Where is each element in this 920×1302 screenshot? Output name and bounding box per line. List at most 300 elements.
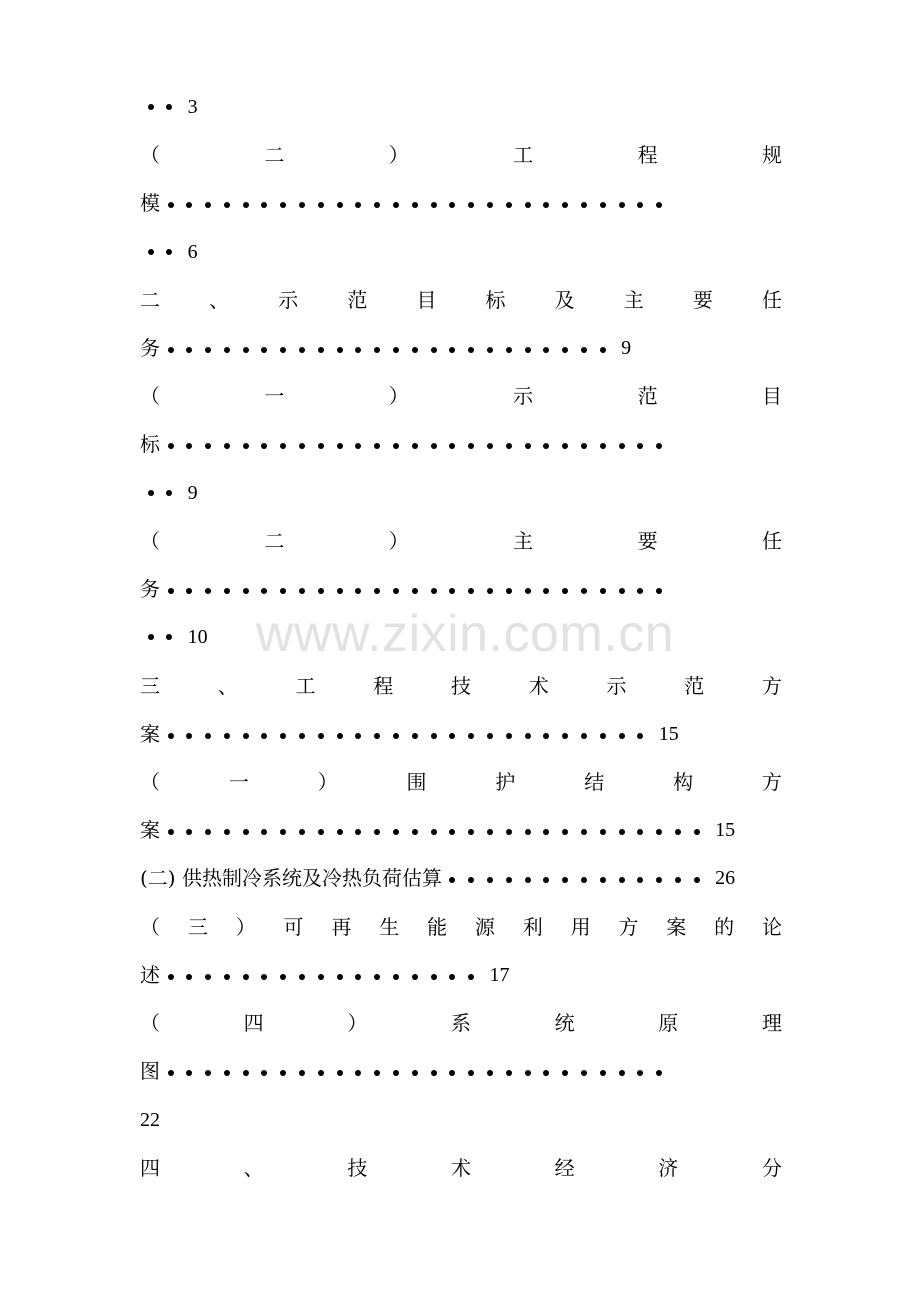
leader-dot (243, 347, 249, 353)
leader-dot (299, 974, 305, 980)
leader-dot (243, 1070, 249, 1076)
toc-entry-head: 标 (140, 432, 160, 456)
leader-dot (412, 347, 418, 353)
leader-dot (468, 877, 474, 883)
leader-dot (280, 829, 286, 835)
leader-dot (637, 733, 643, 739)
toc-char: 围 (406, 770, 427, 794)
leader-dot (355, 347, 361, 353)
leader-dot (261, 202, 267, 208)
toc-entry-head: 述 (140, 963, 160, 987)
toc-char: 要 (692, 288, 713, 312)
leader-dot (637, 1070, 643, 1076)
leader-dot (168, 588, 174, 594)
leader-dot (355, 588, 361, 594)
toc-entry-head: (二) 供热制冷系统及冷热负荷估算 (140, 866, 442, 890)
leader-dot (506, 202, 512, 208)
leader-dot (431, 1070, 437, 1076)
leader-dot (487, 443, 493, 449)
leader-dot (355, 829, 361, 835)
toc-char: 三 (187, 915, 208, 939)
leader-dot (431, 347, 437, 353)
dot-leader (160, 332, 611, 364)
leader-dot (581, 347, 587, 353)
leader-dot (299, 1070, 305, 1076)
toc-char: 理 (761, 1011, 782, 1035)
leader-dot (261, 588, 267, 594)
toc-entry-justified (140, 380, 782, 412)
leader-dot (468, 1070, 474, 1076)
toc-line (140, 718, 782, 750)
toc-char: 目 (761, 384, 782, 408)
leader-dot (374, 347, 380, 353)
leader-dot (656, 443, 662, 449)
leader-dot (543, 443, 549, 449)
toc-char: 的 (714, 915, 735, 939)
toc-char: 规 (761, 143, 782, 167)
leader-dot (431, 829, 437, 835)
toc-char: 、 (209, 288, 230, 312)
leader-dot (355, 202, 361, 208)
leader-dot (374, 588, 380, 594)
leader-dot (205, 974, 211, 980)
toc-entry-justified (140, 670, 782, 702)
page-number: 9 (621, 337, 632, 359)
leader-dot (562, 202, 568, 208)
toc-char: 系 (450, 1011, 471, 1035)
leader-dot (393, 347, 399, 353)
leader-dot (637, 588, 643, 594)
leader-dot (337, 733, 343, 739)
page-number: 26 (715, 867, 736, 889)
toc-line (140, 959, 782, 991)
leader-dot (166, 104, 172, 110)
leader-dot (468, 974, 474, 980)
leader-dot (280, 443, 286, 449)
leader-dot (186, 1070, 192, 1076)
leader-dot (148, 634, 154, 640)
leader-dot (656, 829, 662, 835)
toc-char: 构 (673, 770, 694, 794)
toc-char: 要 (637, 529, 658, 553)
toc-char: 及 (554, 288, 575, 312)
leader-dot (449, 733, 455, 739)
leader-dot (468, 347, 474, 353)
leader-dot (393, 443, 399, 449)
leader-dot (468, 733, 474, 739)
dot-leader (160, 959, 480, 991)
leader-dot (543, 202, 549, 208)
leader-dot (355, 733, 361, 739)
toc-line (140, 1104, 782, 1136)
leader-dot (525, 443, 531, 449)
leader-dot (299, 443, 305, 449)
leader-dot (431, 202, 437, 208)
leader-dot (168, 733, 174, 739)
toc-char: 目 (416, 288, 437, 312)
leader-dot (166, 490, 172, 496)
toc-char: 四 (140, 1156, 160, 1180)
leader-dot (637, 877, 643, 883)
leader-dot (619, 588, 625, 594)
toc-char: 示 (278, 288, 299, 312)
page-number: 15 (715, 819, 736, 841)
leader-dot (637, 443, 643, 449)
leader-dot (224, 443, 230, 449)
toc-char: 示 (513, 384, 534, 408)
leader-dot (412, 733, 418, 739)
leader-dot (374, 974, 380, 980)
toc-char: （ (140, 770, 160, 794)
leader-dot (412, 1070, 418, 1076)
leader-dot (224, 733, 230, 739)
toc-char: 生 (379, 915, 400, 939)
toc-char: ） (235, 915, 256, 939)
leader-dot (168, 202, 174, 208)
leader-dot (186, 588, 192, 594)
leader-dot (168, 347, 174, 353)
leader-dot (280, 347, 286, 353)
leader-dot (562, 443, 568, 449)
leader-dot (318, 1070, 324, 1076)
leader-dot (449, 347, 455, 353)
leader-dot (186, 829, 192, 835)
leader-dot (543, 877, 549, 883)
toc-char: 结 (584, 770, 605, 794)
leader-dot (261, 443, 267, 449)
page-number: 9 (187, 482, 198, 504)
toc-char: 原 (658, 1011, 679, 1035)
toc-line (140, 573, 782, 605)
leader-dot (337, 443, 343, 449)
toc-char: 分 (761, 1156, 782, 1180)
leader-dot (393, 202, 399, 208)
toc-char: （ (140, 384, 160, 408)
dot-leader (160, 428, 668, 460)
toc-char: 二 (140, 288, 160, 312)
leader-dot (224, 829, 230, 835)
toc-entry-head: 务 (140, 577, 160, 601)
leader-dot (600, 588, 606, 594)
leader-dot (280, 974, 286, 980)
toc-char: ） (388, 529, 409, 553)
leader-dot (280, 202, 286, 208)
leader-dot (506, 1070, 512, 1076)
leader-dot (299, 588, 305, 594)
page-number: 6 (187, 241, 198, 263)
leader-dot (525, 733, 531, 739)
toc-char: 二 (264, 529, 285, 553)
leader-dot (205, 1070, 211, 1076)
leader-dot (205, 347, 211, 353)
leader-dot (656, 877, 662, 883)
leader-dot (280, 588, 286, 594)
leader-dot (186, 347, 192, 353)
leader-dot (562, 829, 568, 835)
dot-leader (160, 187, 668, 219)
toc-char: 案 (666, 915, 687, 939)
toc-char: 三 (140, 674, 160, 698)
leader-dot (581, 733, 587, 739)
toc-char: ） (317, 770, 338, 794)
leader-dot (449, 974, 455, 980)
leader-dot (318, 202, 324, 208)
leader-dot (600, 443, 606, 449)
leader-dot (299, 829, 305, 835)
leader-dot (562, 877, 568, 883)
leader-dot (224, 974, 230, 980)
leader-dot (337, 202, 343, 208)
toc-char: 、 (217, 674, 238, 698)
toc-entry-justified (140, 911, 782, 943)
leader-dot (261, 974, 267, 980)
leader-dot (543, 829, 549, 835)
toc-char: 一 (264, 384, 285, 408)
toc-char: 经 (554, 1156, 575, 1180)
toc-char: 四 (243, 1011, 264, 1035)
leader-dot (694, 877, 700, 883)
toc-char: 济 (658, 1156, 679, 1180)
leader-dot (431, 443, 437, 449)
leader-dot (449, 443, 455, 449)
leader-dot (562, 588, 568, 594)
leader-dot (543, 1070, 549, 1076)
leader-dot (506, 877, 512, 883)
toc-char: 用 (570, 915, 591, 939)
leader-dot (487, 347, 493, 353)
leader-dot (506, 588, 512, 594)
toc-entry-head: 务 (140, 336, 160, 360)
toc-char: 术 (450, 1156, 471, 1180)
leader-dot (656, 202, 662, 208)
leader-dot (468, 829, 474, 835)
leader-dot (393, 733, 399, 739)
page-number: 3 (187, 96, 198, 118)
toc-char: ） (388, 143, 409, 167)
leader-dot (412, 829, 418, 835)
leader-dot (562, 733, 568, 739)
leader-dot (393, 974, 399, 980)
toc-line (140, 1055, 782, 1087)
leader-dot (600, 829, 606, 835)
leader-dot (675, 877, 681, 883)
toc-entry-justified (140, 766, 782, 798)
leader-dot (186, 443, 192, 449)
leader-dot (449, 829, 455, 835)
leader-dot (412, 588, 418, 594)
leader-dot (186, 733, 192, 739)
toc-char: 方 (761, 770, 782, 794)
toc-entry-justified (140, 1152, 782, 1184)
leader-dot (166, 634, 172, 640)
toc-char: 范 (637, 384, 658, 408)
leader-dot (318, 974, 324, 980)
leader-dot (243, 829, 249, 835)
leader-dot (562, 1070, 568, 1076)
toc-char: （ (140, 143, 160, 167)
toc-char: 程 (637, 143, 658, 167)
leader-dot (581, 202, 587, 208)
toc-char: 利 (522, 915, 543, 939)
leader-dot (525, 588, 531, 594)
toc-char: 标 (485, 288, 506, 312)
leader-dot (168, 974, 174, 980)
leader-dot (205, 202, 211, 208)
leader-dot (337, 974, 343, 980)
leader-dot (168, 443, 174, 449)
leader-dot (224, 1070, 230, 1076)
toc-char: 技 (347, 1156, 368, 1180)
toc-entry-justified (140, 139, 782, 171)
leader-dot (506, 347, 512, 353)
toc-char: 示 (606, 674, 627, 698)
dot-leader (160, 814, 705, 846)
leader-dot (619, 733, 625, 739)
leader-dot (374, 443, 380, 449)
toc-char: （ (140, 915, 160, 939)
leader-dot (261, 733, 267, 739)
leader-dot (374, 1070, 380, 1076)
leader-dot (543, 733, 549, 739)
toc-char: 二 (264, 143, 285, 167)
leader-dot (393, 1070, 399, 1076)
leader-dot (299, 733, 305, 739)
leader-dot (205, 588, 211, 594)
leader-dot (337, 588, 343, 594)
leader-dot (318, 347, 324, 353)
leader-dot (619, 1070, 625, 1076)
leader-dot (562, 347, 568, 353)
toc-char: 主 (513, 529, 534, 553)
leader-dot (600, 202, 606, 208)
leader-dot (468, 588, 474, 594)
leader-dot (449, 1070, 455, 1076)
leader-dot (224, 202, 230, 208)
leader-dot (431, 588, 437, 594)
leader-dot (148, 490, 154, 496)
toc-char: 技 (451, 674, 471, 698)
toc-line (140, 862, 782, 894)
leader-dot (487, 877, 493, 883)
toc-char: 源 (474, 915, 495, 939)
toc-char: 论 (761, 915, 782, 939)
toc-char: 一 (228, 770, 249, 794)
leader-dot (412, 443, 418, 449)
leader-dot (318, 588, 324, 594)
toc-char: 统 (554, 1011, 575, 1035)
leader-dot (299, 202, 305, 208)
leader-dot (355, 443, 361, 449)
leader-dot (148, 104, 154, 110)
dot-leader (160, 573, 668, 605)
toc-char: 方 (618, 915, 639, 939)
leader-dot (525, 1070, 531, 1076)
leader-dot (487, 202, 493, 208)
toc-entry-head: 案 (140, 818, 160, 842)
page-number: 22 (140, 1109, 160, 1131)
leader-dot (506, 443, 512, 449)
leader-dot (487, 733, 493, 739)
leader-dot (374, 733, 380, 739)
leader-dot (261, 1070, 267, 1076)
leader-dot (449, 588, 455, 594)
leader-dot (412, 202, 418, 208)
toc-entry-justified (140, 1007, 782, 1039)
leader-dot (525, 202, 531, 208)
dot-leader (442, 862, 705, 894)
leader-dot (205, 829, 211, 835)
leader-dot (337, 829, 343, 835)
leader-dot (186, 202, 192, 208)
toc-char: 工 (295, 674, 316, 698)
toc-char: 可 (283, 915, 304, 939)
leader-dot (619, 202, 625, 208)
toc-line (140, 91, 782, 123)
leader-dot (487, 588, 493, 594)
leader-dot (637, 829, 643, 835)
leader-dot (186, 974, 192, 980)
leader-dot (487, 829, 493, 835)
leader-dot (600, 877, 606, 883)
leader-dot (205, 443, 211, 449)
leader-dot (393, 588, 399, 594)
leader-dot (619, 829, 625, 835)
leader-dot (619, 877, 625, 883)
leader-dot (525, 829, 531, 835)
page-number: 17 (489, 964, 510, 986)
leader-dot (337, 347, 343, 353)
leader-dot (374, 202, 380, 208)
leader-dot (449, 202, 455, 208)
toc-char: 再 (331, 915, 352, 939)
leader-dot (243, 202, 249, 208)
toc-char: （ (140, 1011, 160, 1035)
leader-dot (243, 443, 249, 449)
leader-dot (431, 974, 437, 980)
toc-line (140, 187, 782, 219)
toc-entry-justified (140, 284, 782, 316)
page-number: 15 (658, 723, 679, 745)
leader-dot (318, 733, 324, 739)
toc-char: 任 (761, 288, 782, 312)
toc-line (140, 332, 782, 364)
leader-dot (675, 829, 681, 835)
toc-char: （ (140, 529, 160, 553)
leader-dot (600, 1070, 606, 1076)
leader-dot (280, 1070, 286, 1076)
toc-char: 术 (528, 674, 549, 698)
toc-entry-head: 模 (140, 191, 160, 215)
leader-dot (355, 974, 361, 980)
toc-entry-justified (140, 525, 782, 557)
toc-char: 工 (513, 143, 534, 167)
toc-entry-head: 案 (140, 722, 160, 746)
leader-dot (318, 829, 324, 835)
leader-dot (656, 1070, 662, 1076)
leader-dot (299, 347, 305, 353)
leader-dot (449, 877, 455, 883)
toc-char: 方 (762, 674, 782, 698)
leader-dot (581, 443, 587, 449)
leader-dot (581, 829, 587, 835)
toc-char: 主 (623, 288, 644, 312)
leader-dot (318, 443, 324, 449)
dot-leader (160, 1055, 668, 1087)
leader-dot (224, 347, 230, 353)
leader-dot (468, 202, 474, 208)
leader-dot (355, 1070, 361, 1076)
toc-line (140, 428, 782, 460)
